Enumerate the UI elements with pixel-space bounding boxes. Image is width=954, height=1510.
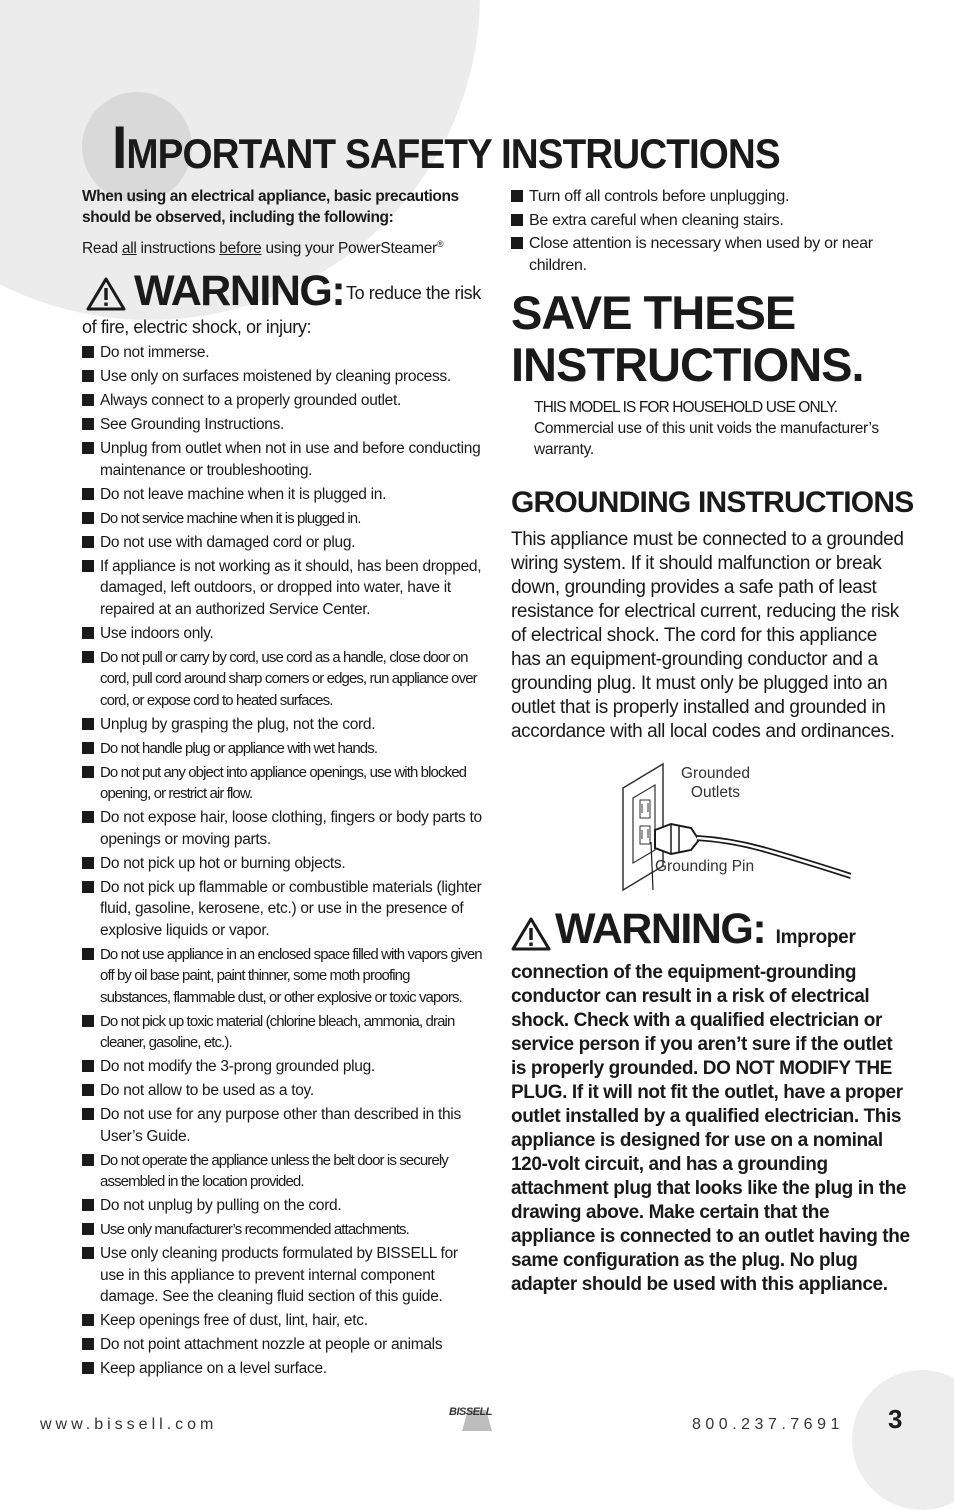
safety-list: [82, 342, 482, 1380]
list-item: Do not pull or carry by cord, use cord as a handle, close door on cord, pull cord around sharp corners or edges, run appliance over cord, or expose cord to heated surfaces.: [82, 647, 482, 712]
left-column: [82, 186, 482, 1382]
list-item: Use indoors only.: [82, 623, 482, 645]
list-item: Do not handle plug or appliance with wet hands.: [82, 738, 482, 760]
list-item: Unplug from outlet when not in use and before conducting maintenance or troubleshooting.: [82, 438, 482, 481]
list-item: Do not put any object into appliance openings, use with blocked opening, or restrict air flow.: [82, 762, 482, 805]
warning-triangle-icon: [86, 277, 126, 311]
list-item: Use only cleaning products formulated by BISSELL for use in this appliance to prevent internal component damage. See the cleaning fluid section of this guide.: [82, 1243, 482, 1308]
phone-number: 800.237.7691: [692, 1416, 844, 1433]
list-item: Do not point attachment nozzle at people or animals: [82, 1334, 482, 1356]
website-link[interactable]: www.bissell.com: [40, 1416, 218, 1433]
list-item: Do not use with damaged cord or plug.: [82, 532, 482, 554]
list-item: Do not modify the 3-prong grounded plug.: [82, 1056, 482, 1078]
list-item: Do not service machine when it is plugged in.: [82, 508, 482, 530]
warning-label: WARNING: Improper: [555, 905, 856, 953]
list-item: Do not pick up hot or burning objects.: [82, 853, 482, 875]
page-number-circle: [852, 1370, 954, 1510]
list-item: Always connect to a properly grounded outlet.: [82, 390, 482, 412]
list-item: Keep appliance on a level surface.: [82, 1358, 482, 1380]
warning-header: [511, 905, 911, 959]
grounding-heading: GROUNDING INSTRUCTIONS: [511, 486, 914, 519]
list-item: Do not use for any purpose other than described in this User’s Guide.: [82, 1104, 482, 1147]
list-item: Do not pick up toxic material (chlorine bleach, ammonia, drain cleaner, gasoline, etc.).: [82, 1011, 482, 1054]
save-instructions-heading: SAVE THESE INSTRUCTIONS.: [511, 286, 864, 391]
list-item: Do not leave machine when it is plugged in.: [82, 484, 482, 506]
list-item: Unplug by grasping the plug, not the cord.: [82, 714, 482, 736]
household-use-note: THIS MODEL IS FOR HOUSEHOLD USE ONLY. Commercial use of this unit voids the manufacturer’s warranty.: [534, 399, 879, 458]
list-item: Do not expose hair, loose clothing, fingers or body parts to openings or moving parts.: [82, 807, 482, 850]
warning-label: WARNING:: [134, 267, 345, 316]
right-column: [511, 186, 914, 1297]
list-item: Do not operate the appliance unless the belt door is securely assembled in the location provided.: [82, 1150, 482, 1193]
grounded-outlets-label: Grounded Outlets: [681, 765, 750, 801]
grounding-pin-label: Grounding Pin: [655, 858, 755, 875]
list-item: Do not immerse.: [82, 342, 482, 364]
list-item: Keep openings free of dust, lint, hair, etc.: [82, 1310, 482, 1332]
list-item: Close attention is necessary when used by or near children.: [511, 233, 911, 277]
list-item: Turn off all controls before unplugging.: [511, 186, 911, 208]
list-item: Use only manufacturer’s recommended attachments.: [82, 1219, 482, 1241]
intro-precautions: When using an electrical appliance, basic precautions should be observed, including the following:: [82, 188, 459, 226]
warning-text: To reduce the risk: [346, 283, 481, 304]
list-item: Do not unplug by pulling on the cord.: [82, 1195, 482, 1217]
page-title: IMPORTANT SAFETY INSTRUCTIONS: [112, 114, 780, 181]
list-item: Do not pick up flammable or combustible materials (lighter fluid, gasoline, kerosene, etc.) or use in the presence of explosive liquids or vapor.: [82, 877, 482, 942]
list-item: Do not use appliance in an enclosed space filled with vapors given off by oil base paint, paint thinner, some moth proofing substances, flammable dust, or other explosive or toxic vapors.: [82, 944, 482, 1009]
read-instructions: Read all instructions before using your PowerSteamer®: [82, 239, 444, 258]
warning-header: [82, 267, 482, 316]
list-item: Use only on surfaces moistened by cleaning process.: [82, 366, 482, 388]
safety-list-continued: [511, 186, 911, 277]
grounded-outlet-diagram: [511, 758, 911, 893]
grounding-warning: [511, 905, 911, 1297]
list-item: If appliance is not working as it should, has been dropped, damaged, left outdoors, or dropped into water, have it repaired at an authorized Service Center.: [82, 556, 482, 621]
logo-text: BISSELL: [449, 1406, 492, 1418]
warning-text-continued: of fire, electric shock, or injury:: [82, 317, 312, 338]
list-item: Be extra careful when cleaning stairs.: [511, 210, 911, 232]
list-item: See Grounding Instructions.: [82, 414, 482, 436]
grounding-body: This appliance must be connected to a grounded wiring system. If it should malfunction or break down, grounding provides a safe path of least resistance for electrical current, reducing the risk of electrical shock. The cord for this appliance has an equipment-grounding conductor and a grounding plug. It must only be plugged into an outlet that is properly installed and grounded in accordance with all local codes and ordinances.: [511, 529, 904, 742]
page-number: 3: [888, 1404, 903, 1434]
list-item: Do not allow to be used as a toy.: [82, 1080, 482, 1102]
warning-body: connection of the equipment-grounding conductor can result in a risk of electrical shock. Check with a qualified electrician or service person if you aren’t sure if the outlet is properly grounded. DO NOT MODIFY THE PLUG. If it will not fit the outlet, have a proper outlet installed by a qualified electrician. This appliance is designed for use on a nominal 120-volt circuit, and has a grounding attachment plug that looks like the plug in the drawing above. Make certain that the appliance is connected to an outlet having the same configuration as the plug. No plug adapter should be used with this appliance.: [511, 962, 910, 1295]
warning-triangle-icon: [511, 917, 551, 951]
